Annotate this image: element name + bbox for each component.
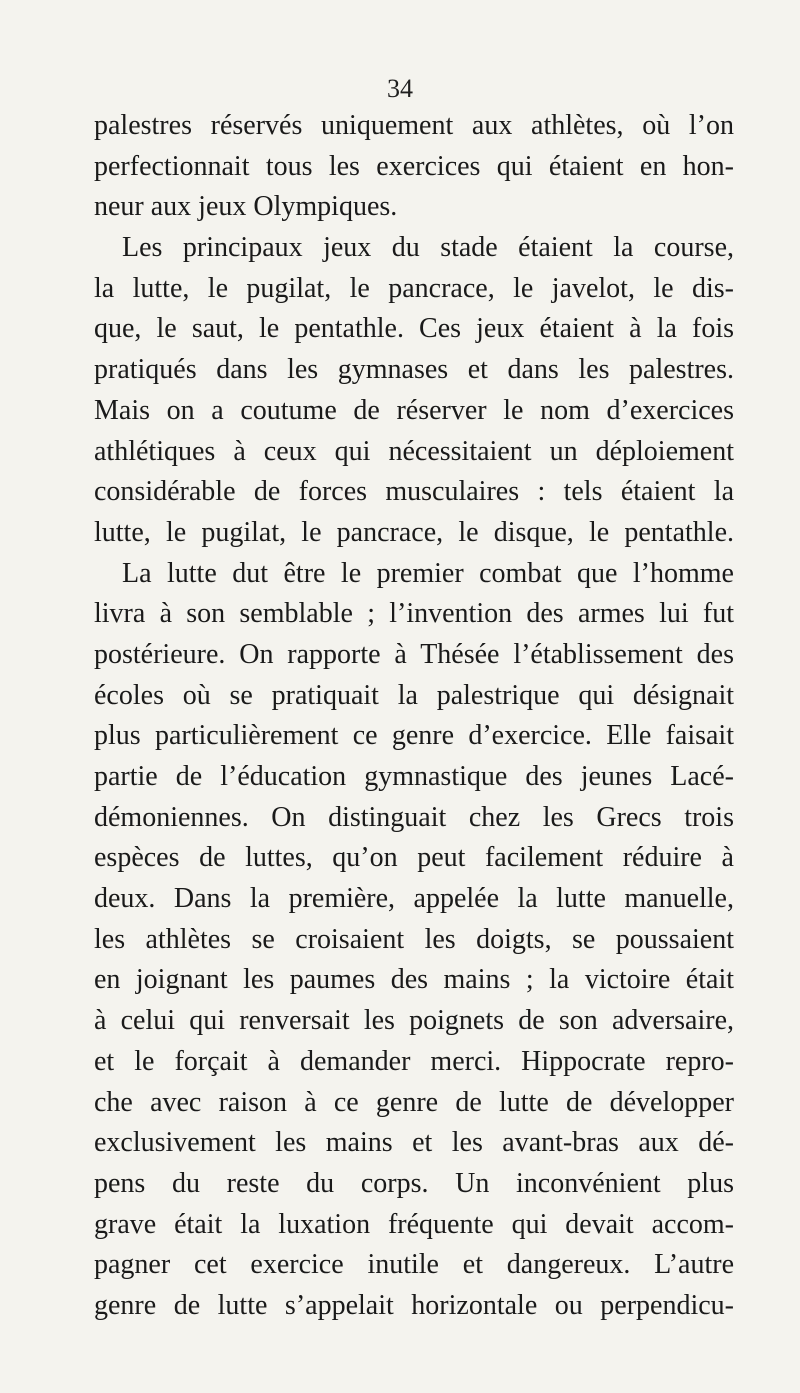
text-line: livra à son semblable ; l’invention des armes lui fut (94, 598, 734, 630)
text-line: partie de l’éducation gymnastique des jeunes Lacé- (94, 761, 734, 792)
page-number: 34 (387, 74, 413, 103)
text-line: perfectionnait tous les exercices qui étaient en hon- (94, 150, 734, 182)
text-line: Mais on a coutume de réserver le nom d’exercices (94, 394, 734, 426)
text-line: pagner cet exercice inutile et dangereux. L’autre (94, 1249, 734, 1281)
text-line: considérable de forces musculaires : tels étaient la (94, 476, 734, 508)
text-line: plus particulièrement ce genre d’exercice. Elle faisait (94, 720, 734, 752)
text-line: et le forçait à demander merci. Hippocrate repro- (94, 1045, 734, 1077)
text-line: palestres réservés uniquement aux athlètes, où l’on (94, 110, 734, 141)
text-line: neur aux jeux Olympiques. (94, 191, 398, 223)
text-line: en joignant les paumes des mains ; la victoire était (94, 964, 734, 996)
text-line: exclusivement les mains et les avant-bras aux dé- (94, 1127, 734, 1159)
text-line: postérieure. On rapporte à Thésée l’établissement des (94, 638, 734, 670)
text-line: che avec raison à ce genre de lutte de développer (94, 1086, 734, 1118)
text-line: démoniennes. On distinguait chez les Grecs trois (94, 801, 734, 833)
text-line: genre de lutte s’appelait horizontale ou perpendicu- (94, 1289, 734, 1321)
text-line: écoles où se pratiquait la palestrique qui désignait (94, 679, 734, 711)
text-line: La lutte dut être le premier combat que l’homme (122, 557, 734, 589)
text-line: pratiqués dans les gymnases et dans les palestres. (94, 354, 734, 386)
text-line: athlétiques à ceux qui nécessitaient un déploiement (94, 435, 734, 467)
text-line: à celui qui renversait les poignets de son adversaire, (94, 1005, 734, 1037)
text-line: les athlètes se croisaient les doigts, se poussaient (94, 923, 734, 955)
text-line: lutte, le pugilat, le pancrace, le disque, le pentathle. (94, 516, 734, 548)
text-line: espèces de luttes, qu’on peut facilement réduire à (94, 842, 734, 874)
text-line: Les principaux jeux du stade étaient la course, (122, 232, 734, 264)
text-line: la lutte, le pugilat, le pancrace, le javelot, le dis- (94, 272, 734, 304)
text-line: que, le saut, le pentathle. Ces jeux étaient à la fois (94, 313, 734, 345)
text-line: deux. Dans la première, appelée la lutte manuelle, (94, 883, 734, 915)
text-line: pens du reste du corps. Un inconvénient plus (94, 1167, 734, 1199)
body-text (94, 106, 734, 1327)
text-line: grave était la luxation fréquente qui devait accom- (94, 1208, 734, 1240)
